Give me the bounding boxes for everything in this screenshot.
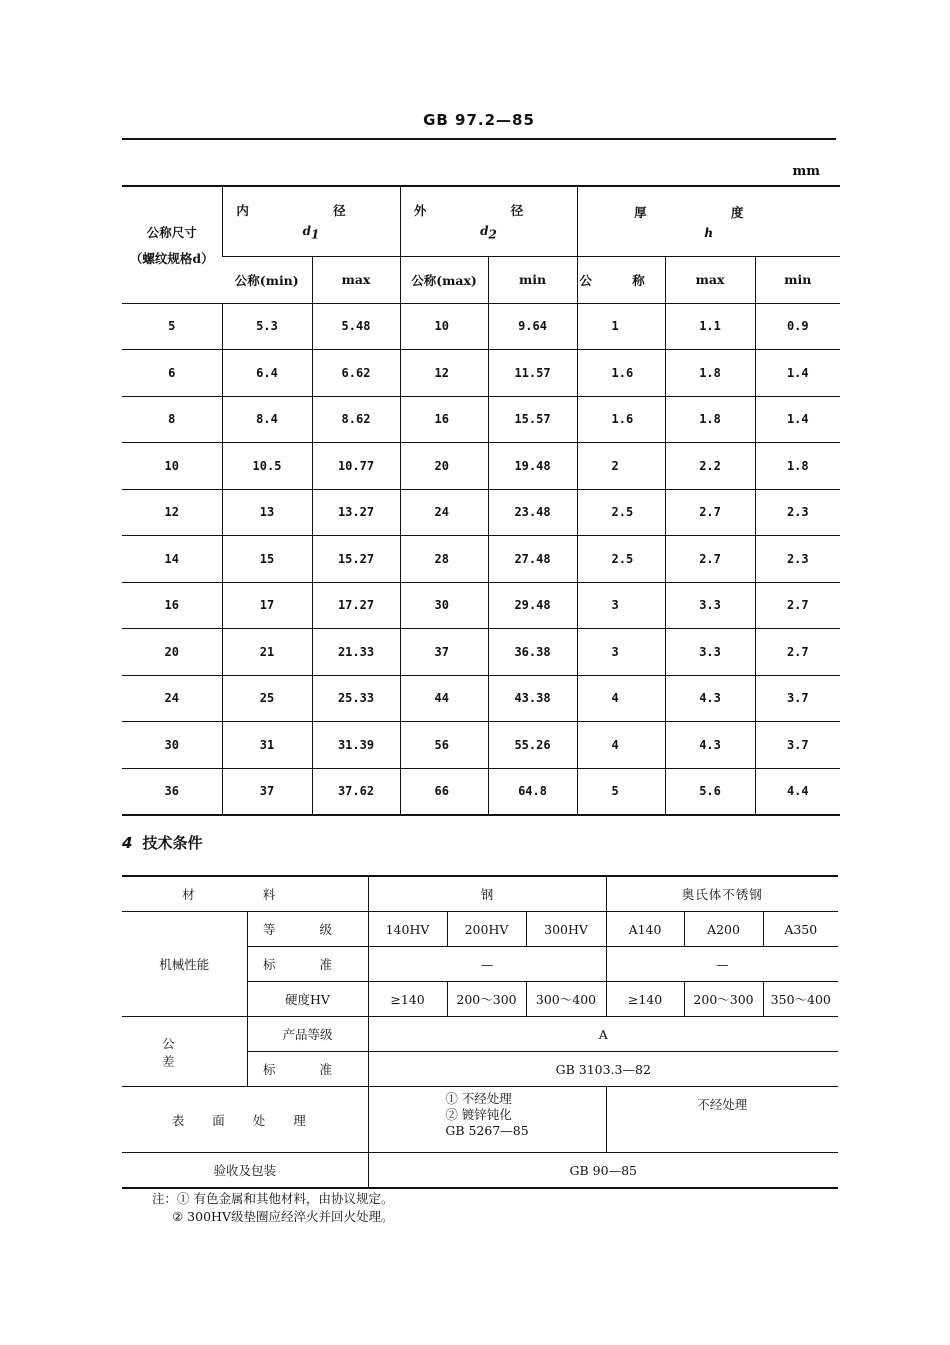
- hardness-steel-1: ≥140: [368, 982, 447, 1017]
- surface-steel-standard: GB 5267—85: [445, 1123, 529, 1138]
- section-heading: [122, 832, 202, 853]
- table-row: [122, 582, 840, 629]
- cell: 5: [577, 768, 665, 815]
- cell: 31: [222, 722, 312, 769]
- product-grade-value: A: [368, 1017, 838, 1052]
- cell: 15.27: [312, 536, 400, 583]
- page-title: GB 97.2—85: [423, 111, 535, 129]
- col-inner-max: max: [312, 256, 400, 303]
- col-thickness-nominal: 公 称: [577, 256, 665, 303]
- surface-treatment-label: 表 面 处 理: [122, 1087, 368, 1153]
- note-1: ① 有色金属和其他材料，由协议规定。: [177, 1191, 394, 1206]
- steel-header: 钢: [368, 876, 606, 912]
- inner-diameter-header: [222, 186, 400, 256]
- cell: 24: [400, 489, 488, 536]
- notes-prefix: 注：: [152, 1191, 178, 1206]
- table-row: [122, 675, 840, 722]
- grade-steel-3: 300HV: [526, 912, 606, 947]
- nominal-size-sublabel: （螺纹规格d）: [129, 250, 214, 266]
- section-title: 技术条件: [142, 834, 203, 852]
- grade-stainless-3: A350: [763, 912, 838, 947]
- cell: 66: [400, 768, 488, 815]
- hardness-stainless-3: 350～400: [763, 982, 838, 1017]
- cell: 2.3: [755, 536, 840, 583]
- hardness-steel-3: 300～400: [526, 982, 606, 1017]
- cell: 1.6: [577, 350, 665, 397]
- grade-label: 等 级: [247, 912, 368, 947]
- section-number: 4: [122, 834, 133, 852]
- outer-diameter-symbol: d: [480, 224, 489, 238]
- cell: 3: [577, 582, 665, 629]
- surface-steel-option-2: ② 镀锌钝化: [445, 1107, 512, 1122]
- cell: 2: [577, 443, 665, 490]
- mechanical-properties-label: 机械性能: [122, 912, 247, 1017]
- cell: 12: [122, 489, 222, 536]
- cell: 55.26: [488, 722, 577, 769]
- grade-stainless-2: A200: [684, 912, 763, 947]
- table-row: [122, 536, 840, 583]
- cell: 4: [577, 675, 665, 722]
- cell: 1: [577, 303, 665, 350]
- cell: 2.7: [665, 536, 755, 583]
- thickness-symbol: h: [704, 225, 714, 240]
- cell: 2.5: [577, 489, 665, 536]
- cell: 17: [222, 582, 312, 629]
- surface-steel-cell: [368, 1087, 606, 1153]
- thickness-label: 厚 度: [634, 204, 784, 220]
- cell: 13.27: [312, 489, 400, 536]
- cell: 43.38: [488, 675, 577, 722]
- col-outer-nominal-max: 公称(max): [400, 256, 488, 303]
- cell: 5.48: [312, 303, 400, 350]
- cell: 12: [400, 350, 488, 397]
- cell: 20: [122, 629, 222, 676]
- cell: 1.4: [755, 396, 840, 443]
- cell: 17.27: [312, 582, 400, 629]
- dimension-table: [122, 185, 840, 816]
- table-row: [122, 396, 840, 443]
- col-outer-min: min: [488, 256, 577, 303]
- technical-conditions-table: [122, 875, 838, 1189]
- nominal-size-label: 公称尺寸: [146, 224, 197, 240]
- cell: 10.77: [312, 443, 400, 490]
- material-label: 材 料: [122, 876, 368, 912]
- tolerance-standard-value: GB 3103.3—82: [368, 1052, 838, 1087]
- cell: 14: [122, 536, 222, 583]
- cell: 5.3: [222, 303, 312, 350]
- col-inner-nominal-min: 公称(min): [222, 256, 312, 303]
- surface-steel-list: [445, 1087, 528, 1139]
- product-grade-label: 产品等级: [247, 1017, 368, 1052]
- cell: 2.3: [755, 489, 840, 536]
- inner-diameter-symbol: d: [302, 224, 312, 238]
- hardness-label: 硬度HV: [247, 982, 368, 1017]
- acceptance-value: GB 90—85: [368, 1153, 838, 1189]
- tolerance-label: 公 差: [122, 1017, 247, 1087]
- cell: 21: [222, 629, 312, 676]
- cell: 3.3: [665, 629, 755, 676]
- cell: 2.7: [665, 489, 755, 536]
- cell: 4: [577, 722, 665, 769]
- table-row: [122, 629, 840, 676]
- table-row: [122, 303, 840, 350]
- cell: 3.7: [755, 722, 840, 769]
- table-row: [122, 722, 840, 769]
- cell: 11.57: [488, 350, 577, 397]
- unit-label: mm: [792, 164, 820, 179]
- hardness-stainless-2: 200～300: [684, 982, 763, 1017]
- nominal-size-header: [122, 186, 222, 303]
- cell: 36: [122, 768, 222, 815]
- note-2: ② 300HV级垫圈应经淬火并回火处理。: [172, 1209, 394, 1224]
- cell: 4.3: [665, 675, 755, 722]
- cell: 64.8: [488, 768, 577, 815]
- standard-steel: —: [368, 947, 606, 982]
- cell: 29.48: [488, 582, 577, 629]
- thickness-header: [577, 186, 840, 256]
- standard-stainless: —: [606, 947, 838, 982]
- cell: 1.6: [577, 396, 665, 443]
- cell: 20: [400, 443, 488, 490]
- cell: 4.3: [665, 722, 755, 769]
- cell: 2.7: [755, 582, 840, 629]
- cell: 37: [222, 768, 312, 815]
- cell: 31.39: [312, 722, 400, 769]
- col-thickness-min: min: [755, 256, 840, 303]
- cell: 0.9: [755, 303, 840, 350]
- cell: 6: [122, 350, 222, 397]
- grade-steel-2: 200HV: [447, 912, 526, 947]
- cell: 25.33: [312, 675, 400, 722]
- cell: 24: [122, 675, 222, 722]
- cell: 1.8: [665, 396, 755, 443]
- outer-diameter-label: 外 径: [413, 203, 564, 218]
- cell: 28: [400, 536, 488, 583]
- cell: 37: [400, 629, 488, 676]
- grade-steel-1: 140HV: [368, 912, 447, 947]
- cell: 36.38: [488, 629, 577, 676]
- cell: 16: [122, 582, 222, 629]
- cell: 13: [222, 489, 312, 536]
- hardness-steel-2: 200～300: [447, 982, 526, 1017]
- acceptance-label: 验收及包装: [122, 1153, 368, 1189]
- cell: 4.4: [755, 768, 840, 815]
- grade-stainless-1: A140: [606, 912, 684, 947]
- cell: 3.7: [755, 675, 840, 722]
- outer-diameter-subscript: 2: [488, 227, 497, 242]
- cell: 5: [122, 303, 222, 350]
- cell: 21.33: [312, 629, 400, 676]
- cell: 6.62: [312, 350, 400, 397]
- cell: 3.3: [665, 582, 755, 629]
- cell: 3: [577, 629, 665, 676]
- cell: 9.64: [488, 303, 577, 350]
- col-thickness-max: max: [665, 256, 755, 303]
- notes: [152, 1190, 394, 1226]
- table-row: [122, 768, 840, 815]
- stainless-header: 奥氏体不锈钢: [606, 876, 838, 912]
- cell: 8.62: [312, 396, 400, 443]
- cell: 15.57: [488, 396, 577, 443]
- cell: 30: [122, 722, 222, 769]
- cell: 2.2: [665, 443, 755, 490]
- cell: 6.4: [222, 350, 312, 397]
- standard-label: 标 准: [247, 947, 368, 982]
- cell: 8.4: [222, 396, 312, 443]
- tolerance-standard-label: 标 准: [247, 1052, 368, 1087]
- table-row: [122, 350, 840, 397]
- table-row: [122, 489, 840, 536]
- inner-diameter-subscript: 1: [311, 227, 320, 242]
- surface-stainless-value: 不经处理: [697, 1097, 748, 1112]
- cell: 16: [400, 396, 488, 443]
- cell: 44: [400, 675, 488, 722]
- cell: 2.5: [577, 536, 665, 583]
- surface-stainless-cell: [606, 1087, 838, 1153]
- cell: 1.1: [665, 303, 755, 350]
- cell: 27.48: [488, 536, 577, 583]
- cell: 5.6: [665, 768, 755, 815]
- cell: 2.7: [755, 629, 840, 676]
- cell: 23.48: [488, 489, 577, 536]
- inner-diameter-label: 内 径: [236, 203, 386, 218]
- cell: 10.5: [222, 443, 312, 490]
- cell: 10: [400, 303, 488, 350]
- cell: 1.8: [665, 350, 755, 397]
- cell: 15: [222, 536, 312, 583]
- cell: 10: [122, 443, 222, 490]
- cell: 1.4: [755, 350, 840, 397]
- cell: 30: [400, 582, 488, 629]
- cell: 8: [122, 396, 222, 443]
- hardness-stainless-1: ≥140: [606, 982, 684, 1017]
- cell: 37.62: [312, 768, 400, 815]
- table-row: [122, 443, 840, 490]
- cell: 56: [400, 722, 488, 769]
- outer-diameter-header: [400, 186, 577, 256]
- surface-steel-option-1: ① 不经处理: [445, 1091, 512, 1106]
- header-rule: [122, 138, 836, 140]
- cell: 1.8: [755, 443, 840, 490]
- cell: 25: [222, 675, 312, 722]
- cell: 19.48: [488, 443, 577, 490]
